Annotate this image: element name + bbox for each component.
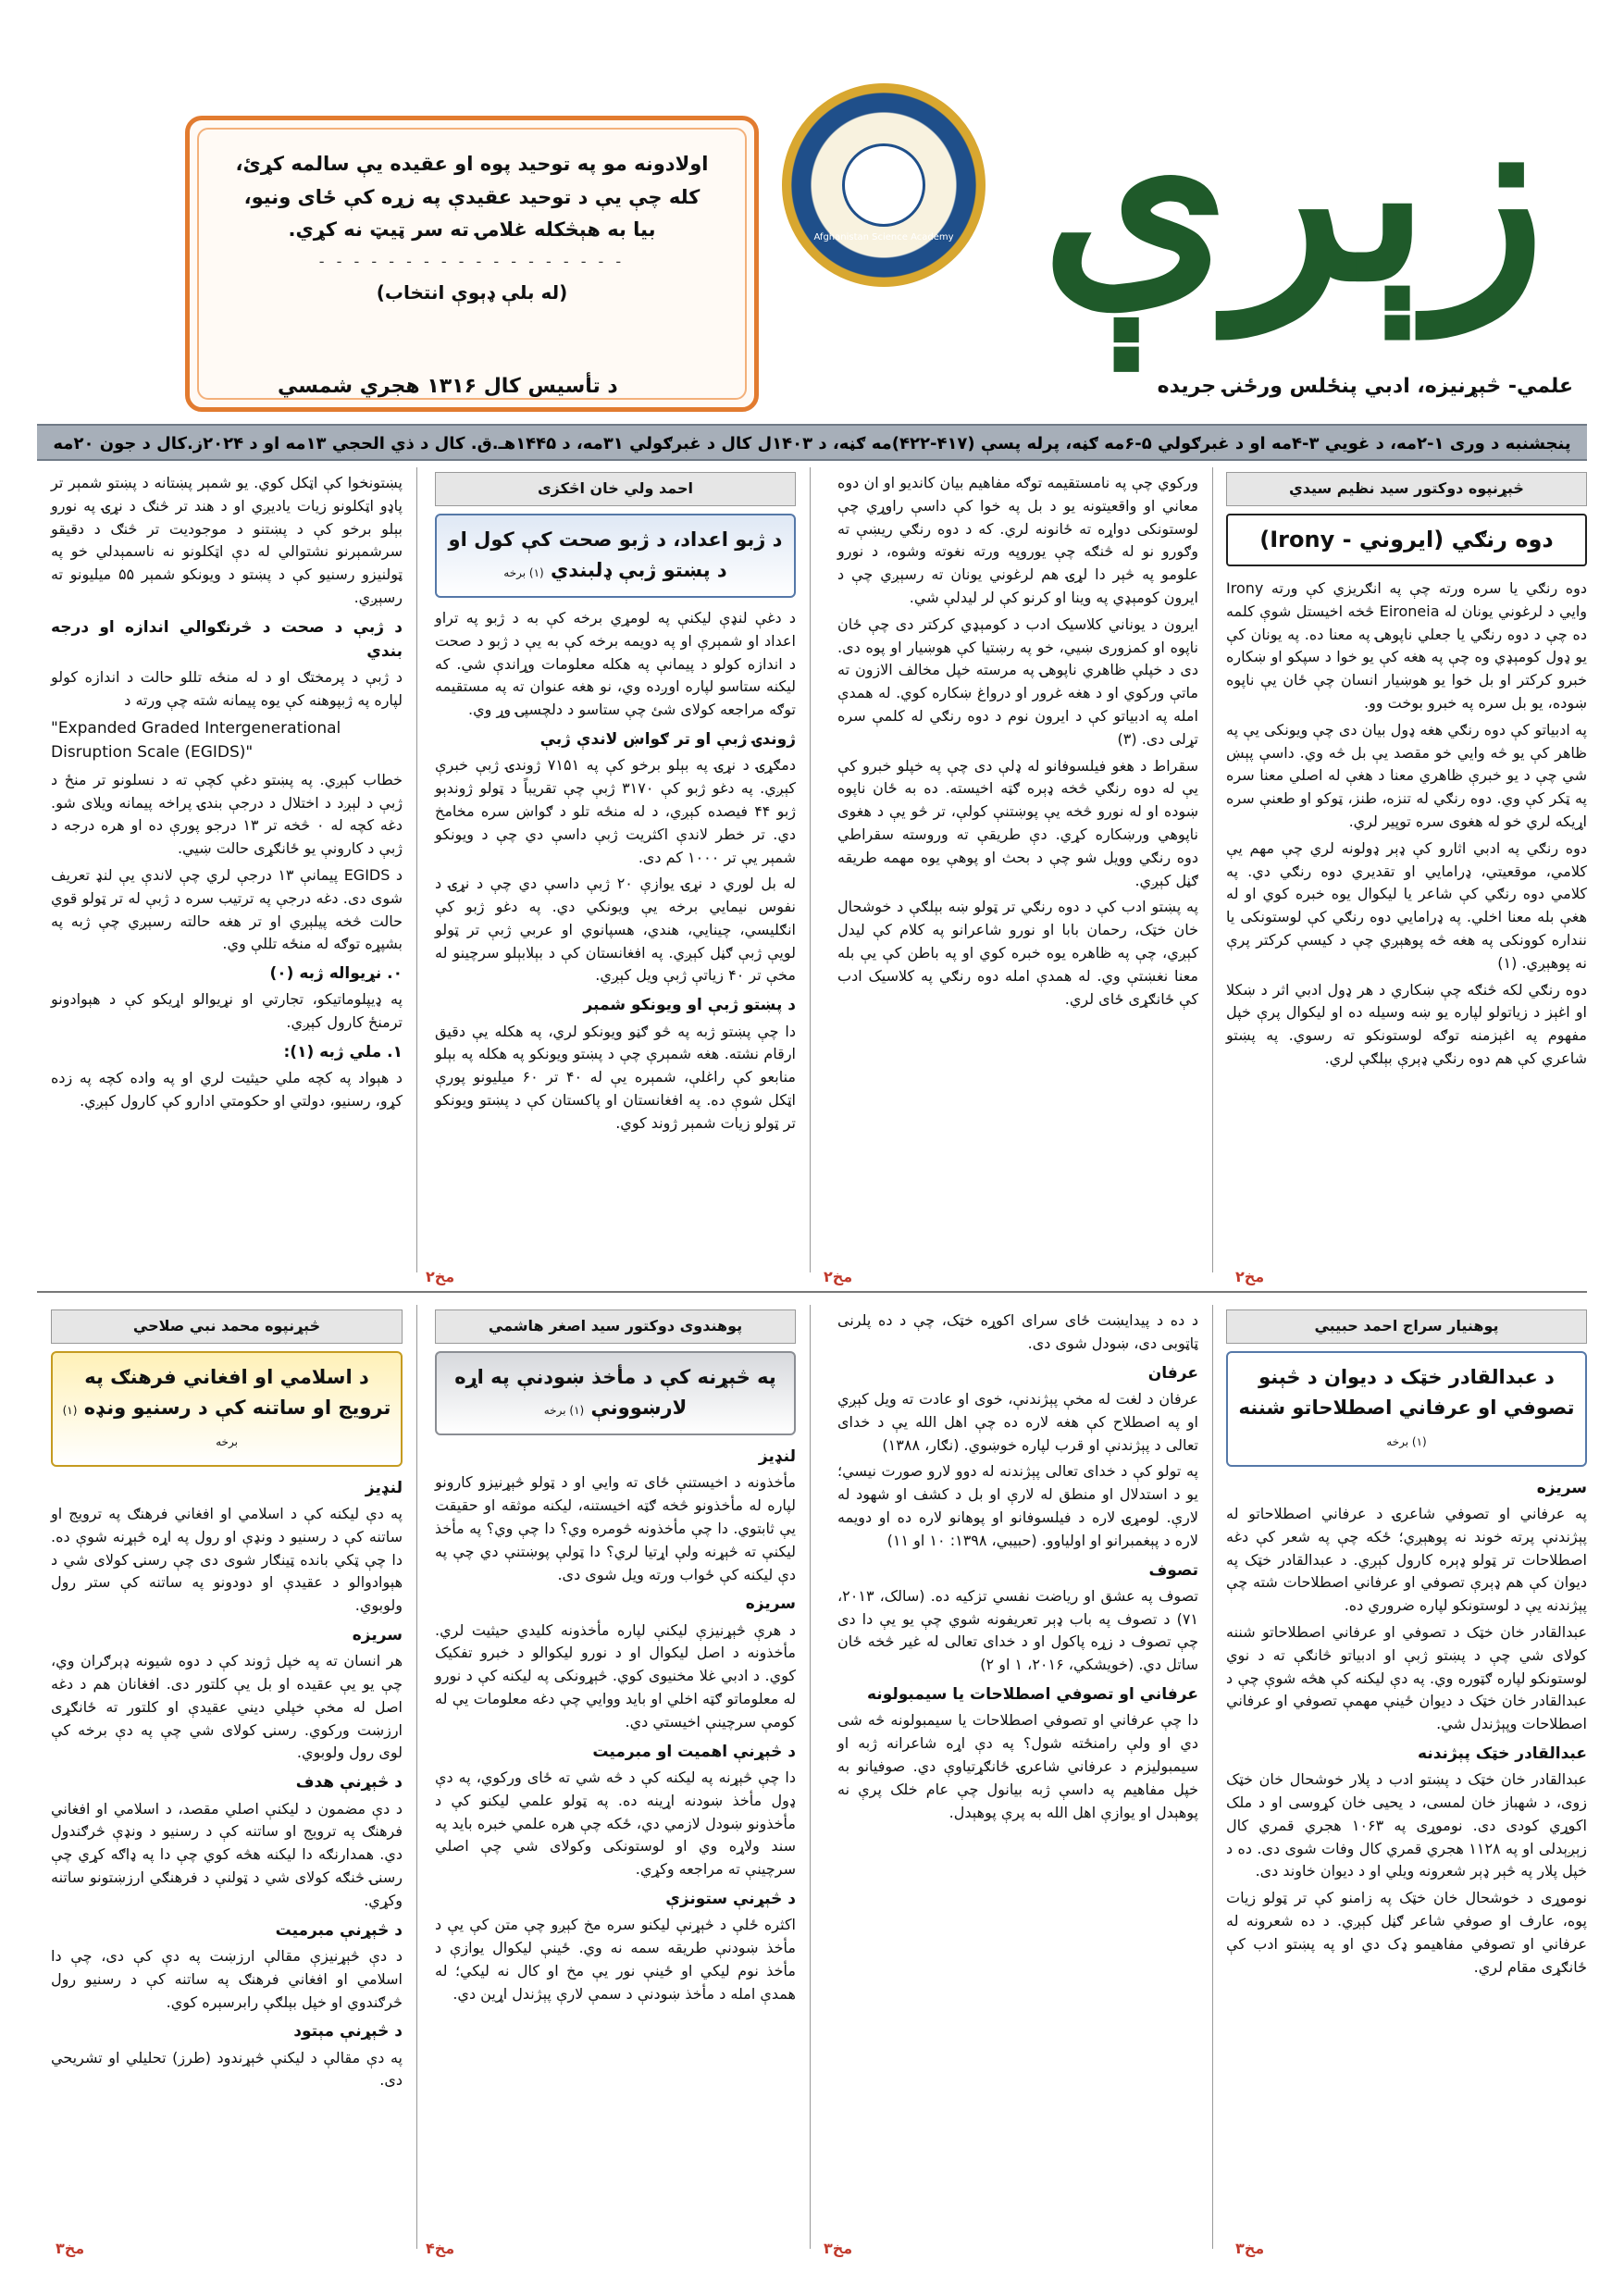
paragraph: د دغې لنډې ليکنې په لومړي برخه کې به د ژبو په تراو اعداد او شمېرې او په دويمه برخه کې به يې د ژبو د صحت د اندازه کولو د پيمانې په هکله معلومات وړاندې شي. که ليکنه ستاسو لپاره اوږده وي، نو هغه عنوان ته په مستقيمه توګه مراجعه کولای شئ چې ستاسو د دلچسپۍ وړ وي. xyxy=(435,608,796,719)
article-author: پوهنيار سراج احمد حبيبي xyxy=(1226,1309,1587,1344)
article-title xyxy=(51,1351,403,1467)
section-divider xyxy=(37,1291,1587,1293)
quote-line-2: کله چې يې د توحيد عقيدې په زړه کې ځای ونيو، xyxy=(243,185,700,208)
page-marker: ۳مخ xyxy=(56,2240,85,2257)
article-languages xyxy=(435,472,796,1139)
column-divider xyxy=(810,1305,811,2249)
column-divider xyxy=(1212,467,1213,1272)
seal-label: Afghanistan Science Academy xyxy=(813,232,954,242)
article-title: دوه رنګي (ايروني - Irony) xyxy=(1226,514,1587,566)
article-irony-continued xyxy=(837,472,1198,1014)
article-title-text: د اسلامي او افغاني فرهنګ په ترويج او ساتنه کې د رسنيو ونډه xyxy=(83,1365,391,1420)
quote-source: (له بلې ډېوې انتخاب) xyxy=(376,281,568,304)
quote-line-1: اولادونه مو په توحيد پوه او عقيده يې سالمه کړئ، xyxy=(235,153,709,175)
paragraph: دوه رنګي لکه څنګه چې ښکاري د هر ډول ادبي اثر د ښکلا او اغېز د زياتولو لپاره يو ښه وسيله ده او ليکوال پرې خپل مفهوم په اغېزمنه توګه لوستونکو ته رسوي. په پښتو شاعري کې هم دوه رنګي ډېرې بېلګې لري. xyxy=(1226,980,1587,1067)
paragraph: دا چې پښتو ژبه په څو ګڼو ويونکو لري، په هکله يې دقيق ارقام نشته. هغه شمېرې چې د پښتو ويونکو په هکله په بېلو منابعو کې راغلې، شمېره يې له ۴۰ تر ۶۰ ميليونو پورې اټکل شوې ده. په افغانستان او پاکستان کې د پښتو ويونکو تر ټولو زيات شمېر ژوند کوي. xyxy=(435,1022,796,1132)
academy-seal xyxy=(782,83,986,287)
founded-year: د تأسيس کال ۱۳۱۶ هجري شمسي xyxy=(278,375,618,398)
article-part-label: (۱) برخه xyxy=(503,566,544,580)
quote-line-3: بيا به هېڅکله غلامۍ ته سر ټيټ نه کړي. xyxy=(288,218,656,242)
section-heading: لنډيز xyxy=(365,1478,403,1497)
paragraph: سقراط د هغو فيلسوفانو له ډلې دی چې په خپلو خبرو کې يې له دوه رنګي څخه ډېره ګټه اخيسته. ده به ځان ناپوه ښوده او له نورو څخه يې پوښتنې کولې، تر څو يې د هغوی ناپوهي ورښکاره کړي. دې طريقې ته وروسته سقراطي دوه رنګي وويل شو چې د بحث او پوهې يوه مهمه طريقه ګڼل کېږي. xyxy=(837,756,1198,889)
issue-date-bar: پنجشنبه د وری ۱-۲مه، د غويي ۳-۴مه او د غبرګولي ۵-۶مه ګڼه، پرله پسې (۴۱۷-۴۲۲)مه ګڼه، د ۱۴۰۳ل کال د غبرګولي ۳۱مه، د ۱۴۴۵هـ.ق. کال د ذي الحجي ۱۳مه او د ۲۰۲۴ز.کال د جون ۲۰مه xyxy=(37,424,1587,461)
page-marker: ۲مخ xyxy=(1235,1268,1265,1285)
article-part-label: (۱) برخه xyxy=(62,1404,238,1448)
paragraph: د دې مضمون د ليکنې اصلي مقصد، د اسلامي او افغاني فرهنګ په ترويج او ساتنه کې د رسنيو د ونډې څرګندول دي. همدارنګه دا ليکنه هڅه کوي چې دا په ډاګه کړي چې رسنۍ څنګه کولای شي د ټولنې د فرهنګي ارزښتونو ساتنه وکړي. xyxy=(51,1799,403,1909)
section-heading: لنډيز xyxy=(758,1446,796,1466)
article-irony xyxy=(1226,472,1587,1074)
column-divider xyxy=(416,467,417,1272)
paragraph: مأخذونه د اخيستنې ځای ته وايي او د ټولو څېړنيزو کارونو لپاره له مأخذونو څخه ګټه اخيستنه، ليکنه موثقه او حقيقت يې ثابتوي. دا چې مأخذونه څومره وي؟ دا چې وي؟ په مأخذ ليکنې ته څېړنه ولې اړتيا لري؟ دا ټولې پوښتنې دي چې په دې ليکنه کې ځواب ورته ويل شوی دی. xyxy=(435,1473,796,1583)
paragraph: عبدالقادر خان خټک د پښتو ادب د پلار خوشحال خان خټک زوی، د شهباز خان لمسی، د يحيی خان کړوسی او د ملک اکوړي کودی دی. نوموړی په ۱۰۶۳ هجري قمري کال زېږېدلی او په ۱۱۲۸ هجري قمري کال وفات شوی دی. ده د خپل پلار په څېر ډېر شعرونه ويلي او د ديوان خاوند دی. xyxy=(1226,1770,1588,1880)
paragraph: دا چې څېړنه په ليکنه کې د څه شي ته ځای ورکوي، په دې ډول مأخذ ښودنه اړينه ده. په ټولو علمي ليکنو کې د مأخذونو ښودل لازمي دي، ځکه چې هره علمي خبره بايد په سند ولاړه وي او لوستونکی وکولای شي چې اصلي سرچينې ته مراجعه وکړي. xyxy=(435,1768,796,1879)
paragraph: نوموړی د خوشحال خان خټک په زامنو کې تر ټولو زيات پوه، عارف او صوفي شاعر ګڼل کېږي. د ده شعرونه له عرفاني او تصوفي مفاهيمو ډک دي او په پښتو ادب کې ځانګړی مقام لري. xyxy=(1226,1889,1587,1976)
paragraph: په تولو کې د خدای تعالی پېژندنه له دوو لارو صورت نيسي؛ يو د استدلال او منطق له لارې او بل د کشف او شهود له لارې. لومړۍ لاره د فيلسوفانو او پوهانو لاره ده او دويمه لاره د پېغمبرانو او اولياوو. (حبيبي، ۱۳۹۸: ۱۰ او ۱۱) xyxy=(837,1462,1198,1549)
newspaper-subtitle: علمي- څېړنيزه، ادبي پنځلس ورځنۍ جريده xyxy=(1157,375,1573,398)
article-title-text: د عبدالقادر خټک د ديوان د څېنو تصوفي او عرفاني اصطلاحاتو شننه xyxy=(1238,1365,1575,1420)
list-item: ۱. ملي ژبه (۱): xyxy=(283,1043,403,1062)
page-marker: ۴مخ xyxy=(426,2240,455,2257)
paragraph: دا چې عرفاني او تصوفي اصطلاحات يا سيمبولونه څه شی دي او ولې رامنځته شول؟ په دې اړه شاعرانه ژبه او سيمبوليزم د عرفاني شاعرۍ ځانګړتياوې دي. صوفيانو به خپل مفاهيم په داسې ژبه بيانول چې عام خلک پرې نه پوهېدل او يوازې اهل الله به پرې پوهېدل. xyxy=(837,1711,1198,1821)
paragraph: خطاب کېږي. په پښتو دغې کچې ته د نسلونو تر منځ د ژبې د لېږد د اختلال د درجې بندۍ پراخه پيمانه ويلای شو. دغه کچه له ۰ څخه تر ۱۳ درجو پورې ده او هره درجه د ژبې د کارونې يو ځانګړی حالت ښيي. xyxy=(51,770,403,858)
section-heading: د څېړنې مېتود xyxy=(293,2022,403,2042)
article-author: احمد ولي خان اڅکزی xyxy=(435,472,796,506)
quote-box xyxy=(185,116,759,412)
paragraph: پښتونخوا کې اټکل کوي. يو شمېر پښتانه د پښتو شمېر تر پاډو اټکلونو زيات ياديږي او د هند تر څنګ د نړۍ په نورو بېلو برخو کې د پښتنو د موجوديت تر څنګ د دقيقو سرشمېرنو نشتوالي له دې اټکلونو نه ناسمېدلي خو په ټولنيزو رسنيو کې د پښتو د ويونکو شمېر ۵۵ ميليونو ته رسېږي. xyxy=(51,474,403,606)
paragraph: د ژبې د پرمختګ او د له منځه تللو حالت د اندازه کولو لپاره په ژبپوهنه کې يوه پيمانه شته چې ورته د xyxy=(51,668,403,710)
paragraph: په پښتو ادب کې د دوه رنګي تر ټولو ښه بېلګې د خوشحال خان خټک، رحمان بابا او نورو شاعرانو په کلام کې ليدل کېږي، چې په ظاهره يوه خبره کوي او په باطن کې يې بله معنا نغښتې وي. له همدې امله دوه رنګي په کلاسيک ادب کې ځانګړی ځای لري. xyxy=(837,898,1198,1008)
section-heading: د څېړنې هدف xyxy=(295,1773,403,1793)
article-citations xyxy=(435,1309,796,2010)
paragraph: په ادبياتو کې دوه رنګي هغه ډول بيان دی چې ويونکی يې په ظاهر کې يو څه وايي خو مقصد يې بل څه وي. داسې پېښ شي چې د يو خبرې ظاهري معنا د هغې له اصلي معنا سره په ټکر کې وي. دوه رنګي له تنزه، طنز، ټوکو او طعنې سره اړيکه لري خو له هغوی سره توپير لري. xyxy=(1226,720,1587,830)
paragraph: تصوف په عشق او رياضت نفسي تزکيه ده. (سالک، ۲۰۱۳، ۷۱) د تصوف په باب ډېر تعريفونه شوي چې يو يې دا دی چې تصوف د زړه پاکول او د خدای تعالی له غير څخه ځان ساتل دي. (خويشکي، ۲۰۱۶، ۱ او ۲) xyxy=(837,1586,1198,1674)
section-heading: عرفان xyxy=(1147,1363,1198,1383)
paragraph: له بل لوري د نړۍ يوازې ۲۰ ژبې داسې دي چې د نړۍ د نفوس نيمايي برخه يې ويونکي دي. په دغو ژبو کې انګليسي، چينايي، هندي، هسپانوي او عربي ژبې تر ټولو لويې ژبې ګڼل کېږي. په افغانستان کې د بېلابېلو سرچينو له مخې تر ۴۰ زياتې ژبې ويل کېږي. xyxy=(435,875,797,985)
article-abdulqadir-continued xyxy=(837,1309,1198,1828)
paragraph: دمګړۍ د نړۍ په بېلو برخو کې په ۷۱۵۱ ژوندۍ ژبې خبرې کېږي. په دغو ژبو کې ۳۱۷۰ ژبې چې تقريباً د ټولو ژوندېو ژبو ۴۴ فيصده کېږي، د له منځه تلو د ګواښ سره مخامخ دي. تر خطر لاندې اکثريت ژبې داسې دي چې د ويونکو شمېر يې تر ۱۰۰۰ کم دی. xyxy=(435,756,797,866)
newspaper-title: زېرې xyxy=(1041,53,1545,335)
article-abdulqadir xyxy=(1226,1309,1587,1982)
section-heading: عرفاني او تصوفي اصطلاحات يا سيمبولونه xyxy=(867,1685,1198,1705)
section-heading: د ژبې د صحت د څرنګوالي اندازه او درجه بندي xyxy=(51,617,403,662)
section-heading: د څېړنې مبرميت xyxy=(275,1920,403,1940)
paragraph: د هېواد په کچه ملي حيثيت لري او په واده کچه په زده کړو، رسنيو، دولتي او حکومتي ادارو کې کارول کېږي. xyxy=(51,1069,403,1111)
paragraph: د هرې څېړنيزې ليکنې لپاره مأخذونه کليدي حيثيت لري. مأخذونه د اصل ليکوال او د نورو ليکوالو د خبرو تفکيک کوي. د ادبي غلا مخنيوی کوي. څېړونکی په ليکنه کې د نورو له معلوماتو ګټه اخلي او بايد ووايي چې دغه معلومات يې له کومې سرچينې اخيستي دي. xyxy=(435,1620,796,1731)
subtitle-row xyxy=(56,375,1573,412)
article-author: څېړنپوه محمد نبي صلاحي xyxy=(51,1309,403,1344)
section-heading: د څېړنې ستونزې xyxy=(665,1889,796,1908)
article-languages-continued xyxy=(51,472,403,1117)
paragraph: د دې څېړنيزې مقالې ارزښت په دې کې دی، چې دا اسلامي او افغاني فرهنګ په ساتنه کې د رسنيو رول څرګندوي او خپل بېلګې رابرسېره کوي. xyxy=(51,1946,403,2011)
page-marker: ۳مخ xyxy=(1235,2240,1265,2257)
list-item: ۰. نړيواله ژبه (۰) xyxy=(269,964,403,984)
section-heading: تصوف xyxy=(1148,1560,1198,1580)
paragraph: په دې مقالې د ليکنې څېړندود (طرز) تحليلي او تشريحي دی. xyxy=(51,2048,403,2090)
article-title-text: د ژبو اعداد، د ژبو صحت کې کول او د پښتو ژبې ډلبندي xyxy=(448,527,783,582)
paragraph: د ده د پيدايښت ځای سرای اکوړه خټک، چې د ده پلرنی ټاټوبی دی، ښودل شوی دی. xyxy=(837,1311,1198,1352)
article-author: څېړنپوه دوکتور سيد نظيم سيدي xyxy=(1226,472,1587,506)
section-heading: ژوندۍ ژبې او تر ګواښ لاندې ژبې xyxy=(539,729,796,749)
page-marker: ۲مخ xyxy=(824,1268,853,1285)
paragraph: هر انسان ته په خپل ژوند کې د دوه شيونه ډېرګران وي، چې يو يې عقيده او بل يې کلتور دی. افغانان هم د دغه اصل له مخې خپلي ديني عقيدې او کلتور ته ځانګړی ارزښت ورکوي. رسنۍ کولای شي چې په دې برخه کې لوی رول ولوبوي. xyxy=(51,1652,403,1762)
masthead xyxy=(56,46,1573,416)
paragraph: ورکوي چې په نامستقيمه توګه مفاهيم بيان کانديو او ان دوه معاني او واقعيتونه يو د بل په خوا کې داسې راوړي چې لوستونکی دواړه ته ځانونه لري. که د دوه رنګي ريښې ته وګورو نو له څنګه چې يوروپه ورته نغوته وشوه، د نورو علومو په څېر دا لړۍ هم لرغوني يونان ته رسېږي چې د ايرون کومېډي په وينا او کرنو کې لر ليدلې شي. xyxy=(837,474,1198,606)
column-divider xyxy=(810,467,811,1272)
paragraph: عرفان د لغت له مخې پېژندنې، خوی او عادت ته ويل کېږي او په اصطلاح کې هغه لاره ده چې اهل الله يې د خدای تعالی د پېژندنې او قرب لپاره خوښوي. (نګار، ۱۳۸۸) xyxy=(837,1389,1198,1454)
article-media-culture xyxy=(51,1309,403,2096)
column-divider xyxy=(416,1305,417,2249)
paragraph: ايرون د يوناني کلاسيک ادب د کومېډي کرکتر دی چې ځان ناپوه او کمزوری ښيي، خو په رښتيا کې هوښيار او پوه دی. دی د خپلې ظاهري ناپوهۍ په مرسته خپل مخالف الازون ته ماتې ورکوي او د هغه غرور او درواغ ښکاره کوي. له همدې امله په ادبياتو کې د ايرون نوم د دوه رنګي له کلمې سره تړلی دی. (۳) xyxy=(837,614,1198,748)
section-heading: عبدالقادر خټک پېژندنه xyxy=(1418,1744,1587,1763)
article-title xyxy=(435,514,796,598)
paragraph: دوه رنګي په ادبي اثارو کې ډېر ډولونه لري چې مهم يې کلامي، موقعيتي، ډرامايي او تقديري دوه رنګي دي. په کلامي دوه رنګي کې شاعر يا ليکوال يوه خبره کوي او له هغې بله معنا اخلي. په ډرامايي دوه رنګي کې لوستونکی يا ننداره کوونکی په هغه څه پوهېږي چې د کيسې کرکتر پرې نه پوهېږي. (۱) xyxy=(1226,838,1587,972)
section-heading: د څېړنې اهميت او مبرميت xyxy=(592,1742,796,1761)
section-heading: د پښتو ژبې او ويونکو شمېر xyxy=(583,996,796,1015)
paragraph: دوه رنګي يا سره ورته چې په انګريزي کې ورته Irony وايي د لرغوني يونان له Eironeia څخه اخيستل شوې کلمه ده چې د دوه رنګي يا جعلي ناپوهۍ په معنا ده. په يونان کې يو ډول کومېډي وه چې په هغه کې يو خوا د سپکو او ښکاره خبرو کرکتر او بل خوا يو هوښيار انسان چې ځان يې ناپوه ښوده، يو بل سره په خبرو بوخت وو. xyxy=(1226,578,1587,712)
paragraph: په ډيپلوماتيکو، تجارتي او نړيوالو اړيکو کې د هېوادونو ترمنځ کارول کېږي. xyxy=(51,990,403,1032)
page-marker: ۳مخ xyxy=(824,2240,853,2257)
quote-separator: - - - - - - - - - - - - - - - - - - xyxy=(318,253,626,271)
article-part-label: (۱) برخه xyxy=(1386,1434,1427,1448)
section-heading: سريزه xyxy=(745,1595,796,1614)
paragraph: د EGIDS پيمانې ۱۳ درجې لري چې لاندې يې لنډ تعريف شوی دی. دغه درجې په ترتيب سره د ژبې له تر ټولو قوي حالت څخه پيلېږي او تر هغه حالته رسېږي چې ژبه په بشپړه توګه له منځه تللې وي. xyxy=(51,865,403,953)
article-part-label: (۱) برخه xyxy=(543,1404,585,1418)
article-title xyxy=(435,1351,796,1435)
egids-term: "Expanded Graded Intergenerational Disruption Scale (EGIDS)" xyxy=(51,719,341,763)
section-heading: سريزه xyxy=(352,1625,403,1644)
column-divider xyxy=(1212,1305,1213,2249)
article-title-text: په څېړنه کې د مأخذ ښودنې په اړه لارښوونې xyxy=(454,1365,776,1420)
paragraph: اکثره ځلې د څېړنې ليکنو سره مخ کېږو چې متن کې يې د مأخذ ښودنې طريقه سمه نه وي. ځينې ليکوال يوازې د مأخذ نوم ليکي او ځينې نور يې مخ او کال نه ليکي؛ له همدې امله د مأخذ ښودنې د سمې لارې پېژندل اړين دي. xyxy=(435,1916,796,2003)
paragraph: عبدالقادر خان خټک د تصوفي او عرفاني اصطلاحاتو شننه کولای شي چې د پښتو ژبې او ادبياتو څانګې ته د نوي لوستونکو لپاره ګټوره وي. په دې ليکنه کې هڅه شوې چې د عبدالقادر خان خټک د ديوان ځينې مهمې تصوفي او عرفاني اصطلاحات وپېژندل شي. xyxy=(1226,1622,1587,1733)
section-heading: سريزه xyxy=(1536,1478,1587,1497)
paragraph: په دې ليکنه کې د اسلامي او افغاني فرهنګ په ترويج او ساتنه کې د رسنيو د ونډې او رول په اړه څېړنه شوې ده. دا چې ټکي بانده ټينګار شوی دی چې رسنۍ کولای شي د هېوادوالو د عقيدې او دودونو په ساتنه کې ستر رول ولوبوي. xyxy=(51,1504,403,1615)
article-author: پوهندوی دوکتور سيد اصغر هاشمي xyxy=(435,1309,796,1344)
paragraph: په عرفاني او تصوفي شاعرۍ د عرفاني اصطلاحاتو له پېژندنې پرته خوند نه پوهېږي؛ ځکه چې په شعر کې دغه اصطلاحات تر ټولو ډېره کارول کېږي. د عبدالقادر خټک په ديوان کې هم ډېرې تصوفي او عرفاني اصطلاحات شته چې پېژندنه يې د لوستونکو لپاره ضروري ده. xyxy=(1226,1504,1587,1615)
seal-emblem-icon xyxy=(842,143,925,227)
article-title xyxy=(1226,1351,1587,1467)
page-marker: ۲مخ xyxy=(426,1268,455,1285)
